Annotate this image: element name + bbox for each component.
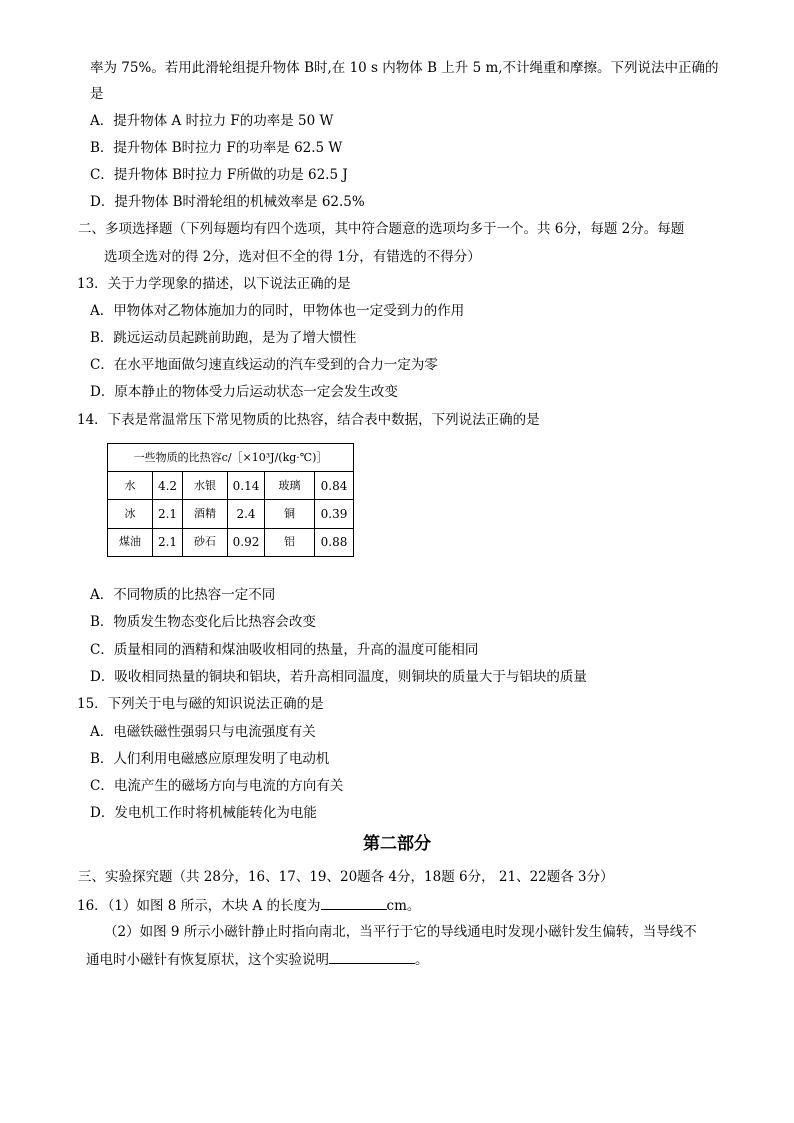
- answer-blank[interactable]: [329, 950, 415, 964]
- q13-option-d: D．原本静止的物体受力后运动状态一定会发生改变: [90, 384, 398, 400]
- q12-option-a: A．提升物体 A 时拉力 F的功率是 50 W: [90, 113, 334, 129]
- table-cell: 2.1: [153, 528, 183, 556]
- q12-option-b: B．提升物体 B时拉力 F的功率是 62.5 W: [90, 140, 343, 156]
- q14-option-c: C．质量相同的酒精和煤油吸收相同的热量，升高的温度可能相同: [90, 642, 479, 658]
- table-row: [108, 528, 354, 556]
- q16-part2-end: 。: [415, 952, 429, 968]
- q13-stem: 13．关于力学现象的描述，以下说法正确的是: [77, 276, 351, 292]
- specific-heat-table: [107, 443, 354, 557]
- table-cell: 水银: [183, 472, 228, 500]
- q15-stem: 15．下列关于电与磁的知识说法正确的是: [77, 696, 324, 712]
- section3-heading: 三、实验探究题（共 28分，16、17、19、20题各 4分，18题 6分， 21、22题各 3分）: [78, 869, 614, 885]
- section2-heading-line2: 选项全选对的得 2分，选对但不全的得 1分，有错选的不得分）: [104, 249, 481, 265]
- q12-option-d: D．提升物体 B时滑轮组的机械效率是 62.5%: [90, 194, 365, 210]
- table-row: [108, 500, 354, 528]
- q16-part1-unit: cm。: [386, 898, 421, 914]
- part2-title: 第二部分: [363, 834, 431, 854]
- table-cell: 4.2: [153, 472, 183, 500]
- table-cell: 酒精: [183, 500, 228, 528]
- table-row: [108, 472, 354, 500]
- table-cell: 2.1: [153, 500, 183, 528]
- table-cell: 煤油: [108, 528, 153, 556]
- section2-heading-line1: 二、多项选择题（下列每题均有四个选项，其中符合题意的选项均多于一个。共 6分，每题 2分。每题: [78, 221, 685, 237]
- q13-option-c: C．在水平地面做匀速直线运动的汽车受到的合力一定为零: [90, 357, 438, 373]
- answer-blank[interactable]: [321, 896, 387, 910]
- q16-part2-line1: （2）如图 9 所示小磁针静止时指向南北，当平行于它的导线通电时发现小磁针发生偏转，当导线不: [104, 924, 697, 940]
- q16-part1: [77, 896, 420, 915]
- q14-option-d: D．吸收相同热量的铜块和铝块，若升高相同温度，则铜块的质量大于与铝块的质量: [90, 669, 587, 685]
- table-cell: 水: [108, 472, 153, 500]
- q14-option-a: A．不同物质的比热容一定不同: [90, 587, 276, 603]
- table-cell: 2.4: [228, 500, 265, 528]
- q14-option-b: B．物质发生物态变化后比热容会改变: [90, 614, 316, 630]
- table-cell: 0.92: [228, 528, 265, 556]
- q15-option-d: D．发电机工作时将机械能转化为电能: [90, 805, 317, 821]
- table-cell: 玻璃: [265, 472, 315, 500]
- q12-option-c: C．提升物体 B时拉力 F所做的功是 62.5 J: [90, 167, 348, 183]
- table-cell: 铝: [265, 528, 315, 556]
- table-cell: 铜: [265, 500, 315, 528]
- q16-part2-line2: [86, 950, 429, 969]
- q15-option-c: C．电流产生的磁场方向与电流的方向有关: [90, 778, 344, 794]
- q16-part2-text: 通电时小磁针有恢复原状，这个实验说明: [86, 952, 329, 968]
- q12-continuation-line2: 是: [90, 86, 104, 102]
- table-cell: 0.84: [315, 472, 354, 500]
- q15-option-b: B．人们利用电磁感应原理发明了电动机: [90, 751, 330, 767]
- q16-part1-text: 16．（1）如图 8 所示，木块 A 的长度为: [77, 898, 321, 914]
- q13-option-a: A．甲物体对乙物体施加力的同时，甲物体也一定受到力的作用: [90, 303, 465, 319]
- q12-continuation-line1: 率为 75%。若用此滑轮组提升物体 B时,在 10 s 内物体 B 上升 5 m,不计绳重和摩擦。下列说法中正确的: [90, 60, 719, 76]
- table-cell: 0.88: [315, 528, 354, 556]
- table-cell: 砂石: [183, 528, 228, 556]
- q13-option-b: B．跳远运动员起跳前助跑，是为了增大惯性: [90, 330, 357, 346]
- table-caption: 一些物质的比热容c/［×10³J/(kg·℃)］: [108, 444, 354, 472]
- table-cell: 0.14: [228, 472, 265, 500]
- table-cell: 冰: [108, 500, 153, 528]
- q15-option-a: A．电磁铁磁性强弱只与电流强度有关: [90, 724, 316, 740]
- table-cell: 0.39: [315, 500, 354, 528]
- q14-stem: 14．下表是常温常压下常见物质的比热容，结合表中数据，下列说法正确的是: [77, 412, 540, 428]
